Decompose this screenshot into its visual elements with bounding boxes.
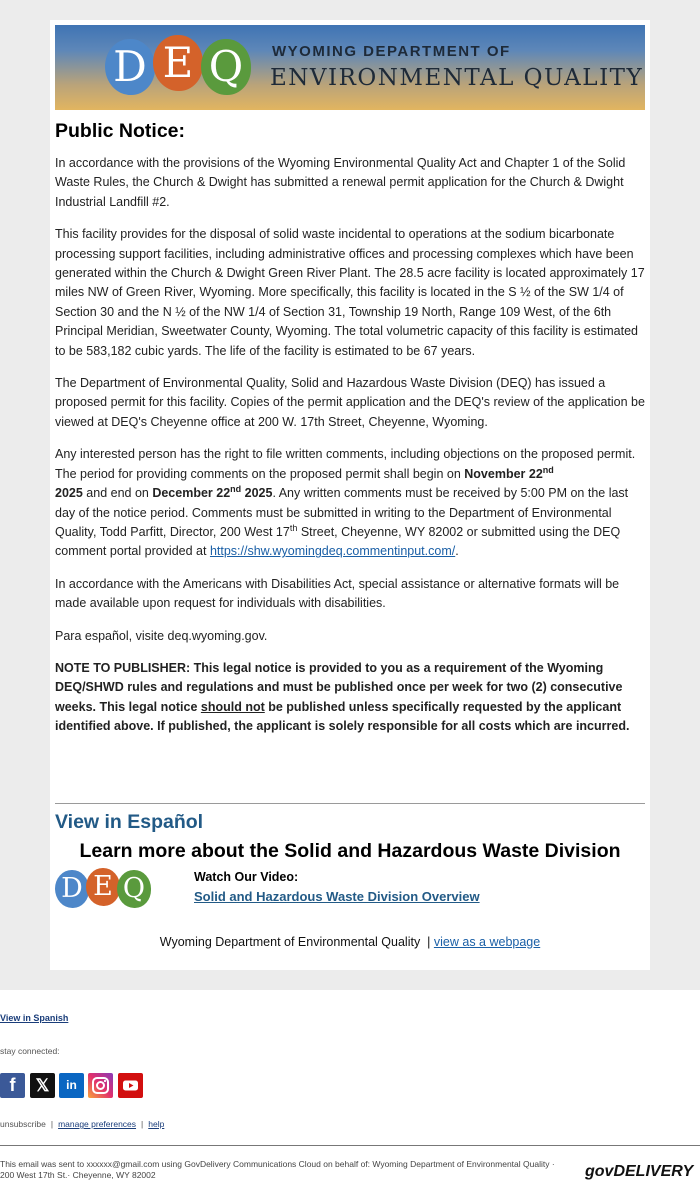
facebook-icon[interactable]: f — [0, 1073, 25, 1098]
comment-text-5: . — [455, 544, 459, 559]
comment-text-1: Any interested person has the right to file written comments, including objections on the proposed permit. The period for providing comments on the proposed permit shall begin on — [55, 447, 636, 481]
comment-portal-link[interactable]: https://shw.wyomingdeq.commentinput.com/ — [209, 544, 456, 559]
note-text-2: be published unless specifically requested by the applicant identified above. If published, the applicant is solely responsible for all costs which are incurred. — [55, 699, 630, 734]
separator-2: | — [141, 1119, 144, 1129]
note-should-not: should not — [200, 699, 265, 714]
youtube-icon[interactable] — [118, 1073, 143, 1098]
email-card — [50, 20, 650, 970]
banner-title-line2: ENVIRONMENTAL QUALITY — [270, 65, 644, 91]
view-in-espanol-heading: View in Español — [55, 811, 204, 833]
street-sup: th — [289, 522, 298, 533]
start-date-year: 2025 — [55, 486, 83, 501]
deq-logo-small-q: Q — [117, 870, 151, 908]
manage-preferences-link[interactable]: manage preferences — [58, 1119, 137, 1129]
help-link[interactable]: help — [148, 1119, 165, 1129]
view-as-webpage-link[interactable]: view as a webpage — [433, 935, 541, 949]
stay-connected-label: stay connected: — [0, 1046, 60, 1056]
end-date-sup: nd — [230, 483, 242, 494]
footer-org-line — [50, 935, 650, 949]
deq-logo-letter-q: Q — [201, 39, 251, 95]
deq-logo-small — [55, 868, 155, 910]
deq-logo-small-e: E — [86, 868, 120, 906]
note-to-publisher — [55, 659, 645, 737]
section-divider — [55, 803, 645, 804]
footer-divider — [0, 1145, 700, 1146]
instagram-glyph — [88, 1073, 113, 1098]
video-overview-link[interactable]: Solid and Hazardous Waste Division Overview — [194, 889, 480, 904]
end-date-year: 2025 — [241, 486, 273, 501]
youtube-glyph — [118, 1073, 143, 1098]
govdelivery-logo: govDELIVERY — [585, 1163, 694, 1180]
separator-1: | — [50, 1119, 54, 1129]
comment-text-4: Street, Cheyenne, WY 82002 or submitted using the DEQ comment portal provided at — [55, 524, 621, 559]
notice-paragraph-1: In accordance with the provisions of the Wyoming Environmental Quality Act and Chapter 1 of the Solid Waste Rules, the Church & Dwight has submitted a renewal permit application for the Church & Dwight Industrial Landfill #2. — [55, 156, 626, 209]
notice-paragraph-2: This facility provides for the disposal of solid waste incidental to operations at the sodium bicarbonate processing support facilities, including administrative offices and processing complexes which have been generated within the Church & Dwight Green River Plant. The 28.5 acre facility is located approximately 17 miles NW of Green River, Wyoming. More specifically, this facility is located in the S ½ of the SW 1/4 of Section 30 and the N ½ of the NW 1/4 of Section 31, Township 19 North, Range 109 West, of the 6th Principal Meridian, Sweetwater County, Wyoming. The total volumetric capacity of this facility is estimated to be 583,182 cubic yards. The life of the facility is estimated to be 67 years. — [55, 227, 645, 358]
unsubscribe-text[interactable]: unsubscribe — [0, 1119, 46, 1129]
comment-text-2: and end on — [82, 486, 153, 501]
notice-paragraph-6: Para español, visite deq.wyoming.gov. — [55, 628, 268, 643]
notice-paragraph-3: The Department of Environmental Quality, Solid and Hazardous Waste Division (DEQ) has issued a proposed permit for this facility. Copies of the permit application and the DEQ's review of the application be viewed at DEQ's Cheyenne office at 200 W. 17th Street, Cheyenne, Wyoming. — [55, 376, 645, 429]
x-icon[interactable]: 𝕏 — [30, 1073, 55, 1098]
footer-org-name: Wyoming Department of Environmental Quality — [159, 935, 421, 949]
deq-logo-small-d: D — [55, 870, 89, 908]
footer-separator: | — [427, 935, 431, 949]
watch-video-label: Watch Our Video: — [194, 870, 299, 884]
subscription-links — [0, 1119, 164, 1129]
notice-content — [55, 118, 645, 750]
notice-paragraph-4 — [55, 445, 645, 561]
linkedin-icon[interactable]: in — [59, 1073, 84, 1098]
deq-logo-letter-e: E — [153, 35, 203, 91]
end-date-text: December 22 — [152, 486, 231, 501]
notice-paragraph-5: In accordance with the Americans with Disabilities Act, special assistance or alternative formats will be made available upon request for individuals with disabilities. — [55, 576, 620, 611]
instagram-icon[interactable] — [88, 1073, 113, 1098]
banner-title-line1: WYOMING DEPARTMENT OF — [272, 43, 511, 60]
sent-to-notice: This email was sent to xxxxxx@gmail.com using GovDelivery Communications Cloud on behalf of: Wyoming Department of Environmental Quality · 200 West 17th St.· Cheyenne, WY 82002 — [0, 1159, 555, 1180]
note-text-1: NOTE TO PUBLISHER: This legal notice is provided to you as a requirement of the Wyoming DEQ/SHWD rules and regulations and must be published once per week for two (2) consecutive weeks. This legal notice — [55, 660, 623, 714]
start-date-text: November 22 — [464, 466, 543, 481]
deq-logo-letter-d: D — [105, 39, 155, 95]
view-in-spanish-link[interactable]: View in Spanish — [0, 1013, 69, 1023]
end-date — [152, 483, 273, 501]
start-date-sup: nd — [542, 464, 554, 475]
comment-text-3: . Any written comments must be received by 5:00 PM on the last day of the notice period. Comments must be submitted in writing to the Department of Environmental Quality, Todd Parfitt, Director, 200 West 17 — [55, 486, 629, 539]
deq-banner — [55, 25, 645, 110]
notice-heading: Public Notice: — [55, 120, 186, 142]
learn-more-heading: Learn more about the Solid and Hazardous Waste Division — [79, 840, 621, 862]
